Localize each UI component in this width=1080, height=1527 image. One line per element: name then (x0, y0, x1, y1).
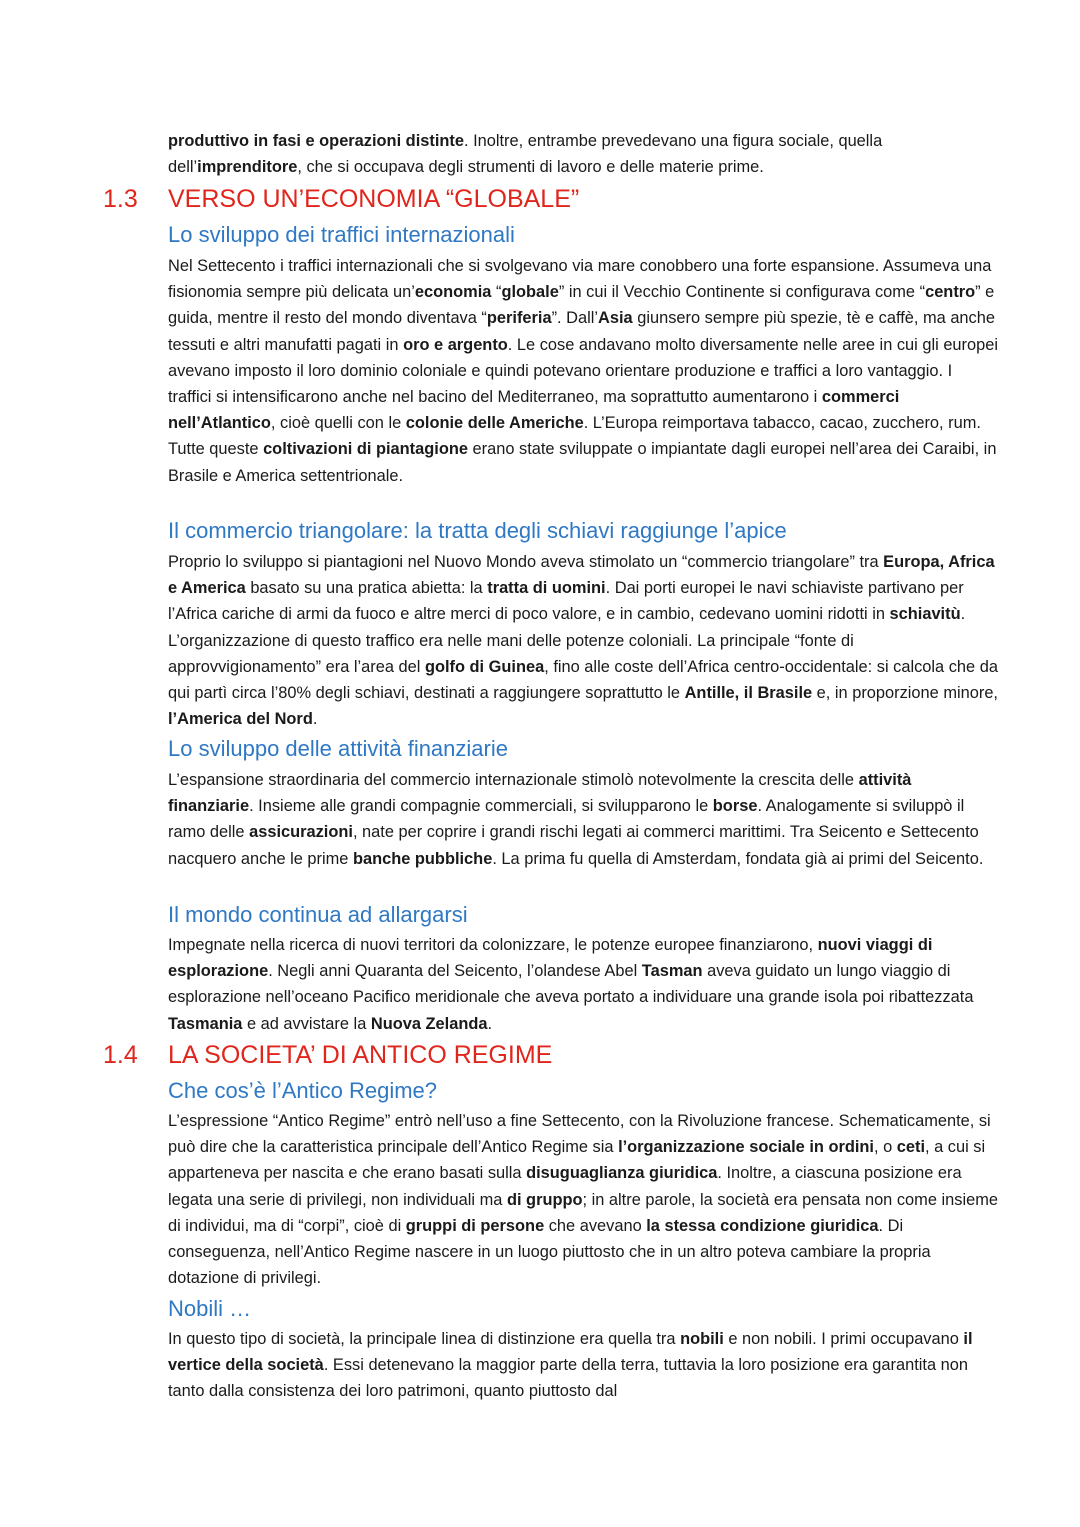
section-title: LA SOCIETA’ DI ANTICO REGIME (168, 1041, 553, 1069)
section-heading-1-3 (103, 184, 579, 214)
section-number: 1.3 (103, 185, 138, 213)
subheading-attivita-finanziarie: Lo sviluppo delle attività finanziarie (168, 736, 508, 761)
section-title: VERSO UN’ECONOMIA “GLOBALE” (168, 185, 580, 213)
section-heading-1-4 (103, 1040, 552, 1070)
subheading-nobili: Nobili … (168, 1296, 252, 1321)
section-number: 1.4 (103, 1041, 138, 1069)
subheading-antico-regime: Che cos’è l’Antico Regime? (168, 1078, 438, 1103)
subheading-commercio-triangolare: Il commercio triangolare: la tratta degli schiavi raggiunge l’apice (168, 518, 787, 543)
subheading-mondo-allargarsi: Il mondo continua ad allargarsi (168, 902, 468, 927)
paragraph-commercio-triangolare: Proprio lo sviluppo si piantagioni nel Nuovo Mondo aveva stimolato un “commercio triangolare” tra Europa, Africa e America basato su una pratica abietta: la tratta di uomini. Dai porti europei le navi schiaviste partivano per l’Africa cariche di armi da fuoco e altre merci di poco valore, e in cambio, cedevano uomini ridotti in schiavitù. L’organizzazione di questo traffico era nelle mani delle potenze coloniali. La principale “fonte di approvvigionamento” era l’area del golfo di Guinea, fino alle coste dell’Africa centro-occidentale: si calcola che da qui partì circa l’80% degli schiavi, destinati a raggiungere soprattutto le Antille, il Brasile e, in proporzione minore, l’America del Nord. (168, 553, 998, 729)
paragraph-attivita-finanziarie: L’espansione straordinaria del commercio internazionale stimolò notevolmente la crescita delle attività finanziarie. Insieme alle grandi compagnie commerciali, si svilupparono le borse. Analogamente si sviluppò il ramo delle assicurazioni, nate per coprire i grandi rischi legati ai commerci marittimi. Tra Seicento e Settecento nacquero anche le prime banche pubbliche. La prima fu quella di Amsterdam, fondata già ai primi del Seicento. (168, 771, 984, 868)
subheading-traffici: Lo sviluppo dei traffici internazionali (168, 222, 515, 247)
paragraph-mondo-allargarsi: Impegnate nella ricerca di nuovi territori da colonizzare, le potenze europee finanziarono, nuovi viaggi di esplorazione. Negli anni Quaranta del Seicento, l’olandese Abel Tasman aveva guidato un lungo viaggio di esplorazione nell’oceano Pacifico meridionale che aveva portato a individuare una grande isola poi ribattezzata Tasmania e ad avvistare la Nuova Zelanda. (168, 936, 974, 1033)
paragraph-nobili: In questo tipo di società, la principale linea di distinzione era quella tra nobili e non nobili. I primi occupavano il vertice della società. Essi detenevano la maggior parte della terra, tuttavia la loro posizione era garantita non tanto dalla consistenza dei loro patrimoni, quanto piuttosto dal (168, 1330, 973, 1401)
paragraph-antico-regime: L’espressione “Antico Regime” entrò nell’uso a fine Settecento, con la Rivoluzione francese. Schematicamente, si può dire che la caratteristica principale dell’Antico Regime sia l’organizzazione sociale in ordini, o ceti, a cui si apparteneva per nascita e che erano basati sulla disuguaglianza giuridica. Inoltre, a ciascuna posizione era legata una serie di privilegi, non individuali ma di gruppo; in altre parole, la società era pensata non come insieme di individui, ma di “corpi”, cioè di gruppi di persone che avevano la stessa condizione giuridica. Di conseguenza, nell’Antico Regime nascere in un luogo piuttosto che in un altro poteva cambiare la propria dotazione di privilegi. (168, 1112, 998, 1288)
intro-paragraph: produttivo in fasi e operazioni distinte. Inoltre, entrambe prevedevano una figura sociale, quella dell’imprenditore, che si occupava degli strumenti di lavoro e delle materie prime. (168, 132, 883, 177)
paragraph-traffici: Nel Settecento i traffici internazionali che si svolgevano via mare conobbero una forte espansione. Assumeva una fisionomia sempre più delicata un’economia “globale” in cui il Vecchio Continente si configurava come “centro” e guida, mentre il resto del mondo diventava “periferia”. Dall’Asia giunsero sempre più spezie, tè e caffè, ma anche tessuti e altri manufatti pagati in oro e argento. Le cose andavano molto diversamente nelle aree in cui gli europei avevano imposto il loro dominio coloniale e quindi potevano orientare produzione e traffici a loro vantaggio. I traffici si intensificarono anche nel bacino del Mediterraneo, ma soprattutto aumentarono i commerci nell’Atlantico, cioè quelli con le colonie delle Americhe. L’Europa reimportava tabacco, cacao, zucchero, rum. Tutte queste coltivazioni di piantagione erano state sviluppate o impiantate dagli europei nell’area dei Caraibi, in Brasile e America settentrionale. (168, 257, 998, 485)
bold-text: produttivo in fasi e operazioni distinte (168, 132, 464, 150)
